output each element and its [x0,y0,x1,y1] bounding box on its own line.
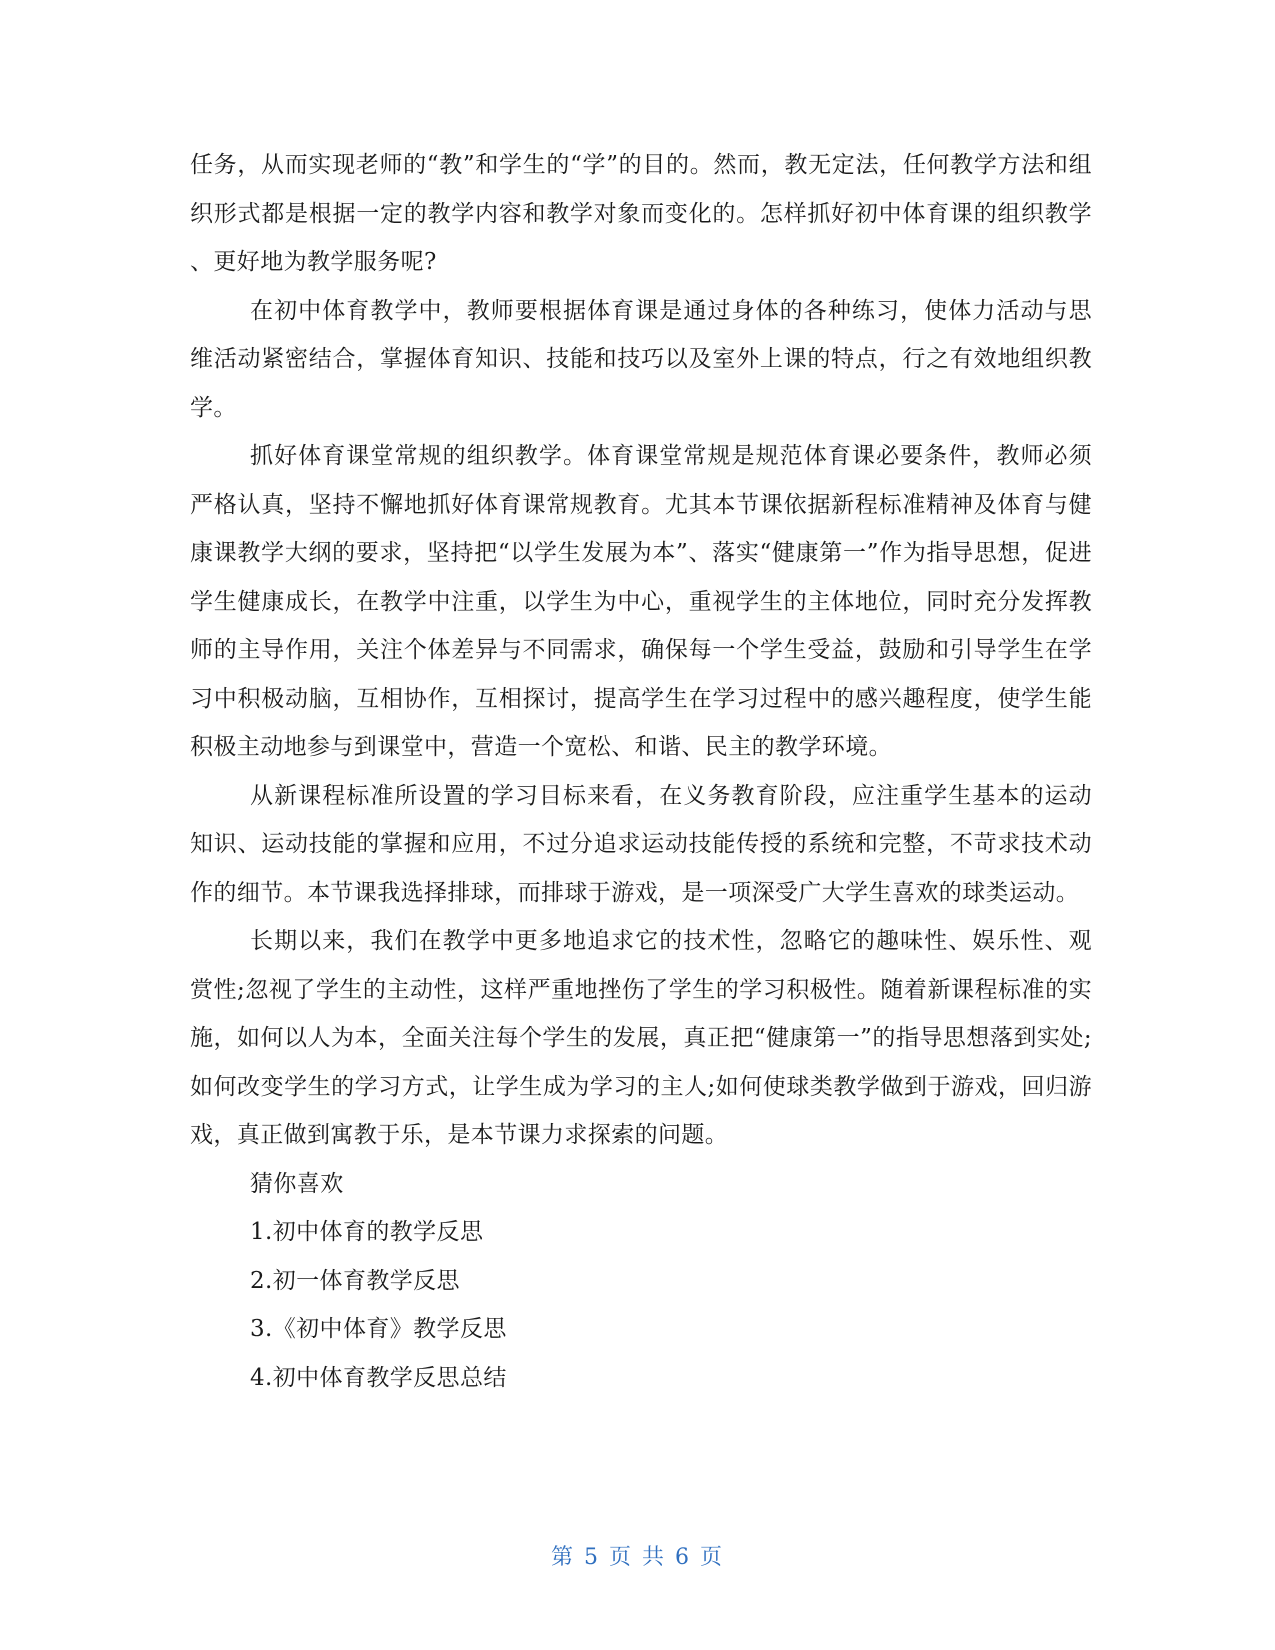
related-item-1[interactable]: 1.初中体育的教学反思 [250,1219,484,1245]
related-item-4[interactable]: 4.初中体育教学反思总结 [250,1364,507,1391]
paragraph-1: 任务，从而实现老师的“教”和学生的“学”的目的。然而，教无定法，任何教学方法和组织形式都是根据一定的教学内容和教学对象而变化的。怎样抓好初中体育课的组织教学、更好地为教学服务呢? [190,152,1092,275]
related-heading: 猜你喜欢 [250,1170,344,1197]
related-list [190,1208,1092,1402]
paragraph-5: 长期以来，我们在教学中更多地追求它的技术性，忽略它的趣味性、娱乐性、观赏性;忽视了学生的主动性，这样严重地挫伤了学生的学习积极性。随着新课程标准的实施，如何以人为本，全面关注每个学生的发展，真正把“健康第一”的指导思想落到实处;如何改变学生的学习方式，让学生成为学习的主人;如何使球类教学做到于游戏，回归游戏，真正做到寓教于乐，是本节课力求探索的问题。 [190,928,1092,1148]
page-number-footer: 第 5 页 共 6 页 [551,1545,724,1570]
related-item-3[interactable]: 3.《初中体育》教学反思 [250,1316,507,1342]
paragraph-2: 在初中体育教学中，教师要根据体育课是通过身体的各种练习，使体力活动与思维活动紧密结合，掌握体育知识、技能和技巧以及室外上课的特点，行之有效地组织教学。 [190,297,1092,421]
paragraph-3: 抓好体育课堂常规的组织教学。体育课堂常规是规范体育课必要条件，教师必须严格认真，坚持不懈地抓好体育课常规教育。尤其本节课依据新程标准精神及体育与健康课教学大纲的要求，坚持把“以学生发展为本”、落实“健康第一”作为指导思想，促进学生健康成长，在教学中注重，以学生为中心，重视学生的主体地位，同时充分发挥教师的主导作用，关注个体差异与不同需求，确保每一个学生受益，鼓励和引导学生在学习中积极动脑，互相协作，互相探讨，提高学生在学习过程中的感兴趣程度，使学生能积极主动地参与到课堂中，营造一个宽松、和谐、民主的教学环境。 [190,443,1092,760]
related-item-2[interactable]: 2.初一体育教学反思 [250,1267,460,1294]
document-body [190,141,1092,1402]
paragraph-4: 从新课程标准所设置的学习目标来看，在义务教育阶段，应注重学生基本的运动知识、运动技能的掌握和应用，不过分追求运动技能传授的系统和完整，不苛求技术动作的细节。本节课我选择排球，而排球于游戏，是一项深受广大学生喜欢的球类运动。 [190,782,1092,906]
